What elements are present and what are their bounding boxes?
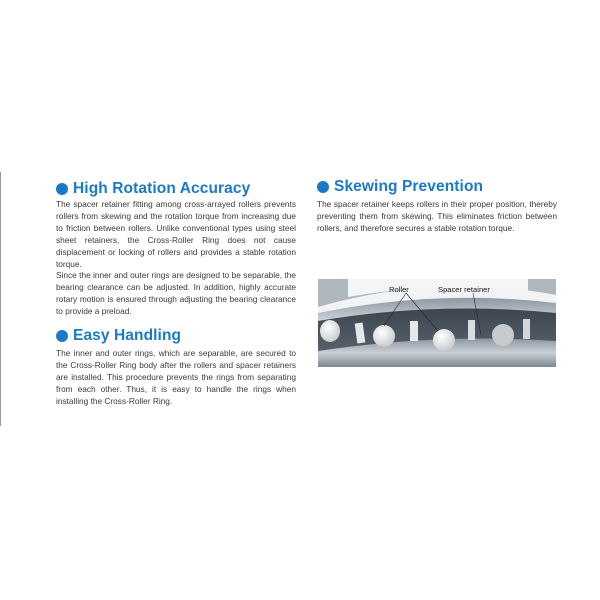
label-spacer-retainer: Spacer retainer [438, 285, 490, 294]
left-column [56, 180, 296, 408]
label-roller: Roller [389, 285, 409, 294]
heading-text: High Rotation Accuracy [73, 180, 251, 197]
page-margin-rule [0, 172, 1, 426]
heading-high-rotation-accuracy [56, 180, 296, 198]
paragraph: Since the inner and outer rings are designed to be separable, the bearing clearance can be adjusted. In addition, highly accurate rotary motion is ensured through adjusting the bearing clearance to provide a preload. [56, 270, 296, 317]
heading-text: Easy Handling [73, 327, 182, 345]
heading-easy-handling [56, 327, 296, 345]
bullet-icon [317, 181, 329, 193]
bullet-icon [56, 330, 68, 342]
right-column [317, 178, 557, 235]
paragraph: The spacer retainer keeps rollers in their proper position, thereby preventing them from skewing. This eliminates friction between rollers, and therefore secures a stable rotation torque. [317, 199, 557, 233]
bearing-illustration [318, 279, 556, 367]
heading-skewing-prevention [317, 178, 557, 196]
cross-roller-ring-photo [318, 279, 556, 367]
bullet-icon [56, 183, 68, 195]
paragraph: The inner and outer rings, which are separable, are secured to the Cross-Roller Ring body after the rollers and spacer retainers are installed. This procedure prevents the rings from separating from each other. Thus, it is easy to handle the rings when installing the Cross-Roller Ring. [56, 348, 296, 406]
paragraph: The spacer retainer fitting among cross-arrayed rollers prevents rollers from skewing and the rotation torque from increasing due to friction between rollers. Unlike conventional types using steel sheet retainers, the Cross-Roller Ring does not cause displacement or locking of rollers and provides a stable rotation torque. [56, 199, 296, 269]
heading-text: Skewing Prevention [334, 178, 484, 195]
